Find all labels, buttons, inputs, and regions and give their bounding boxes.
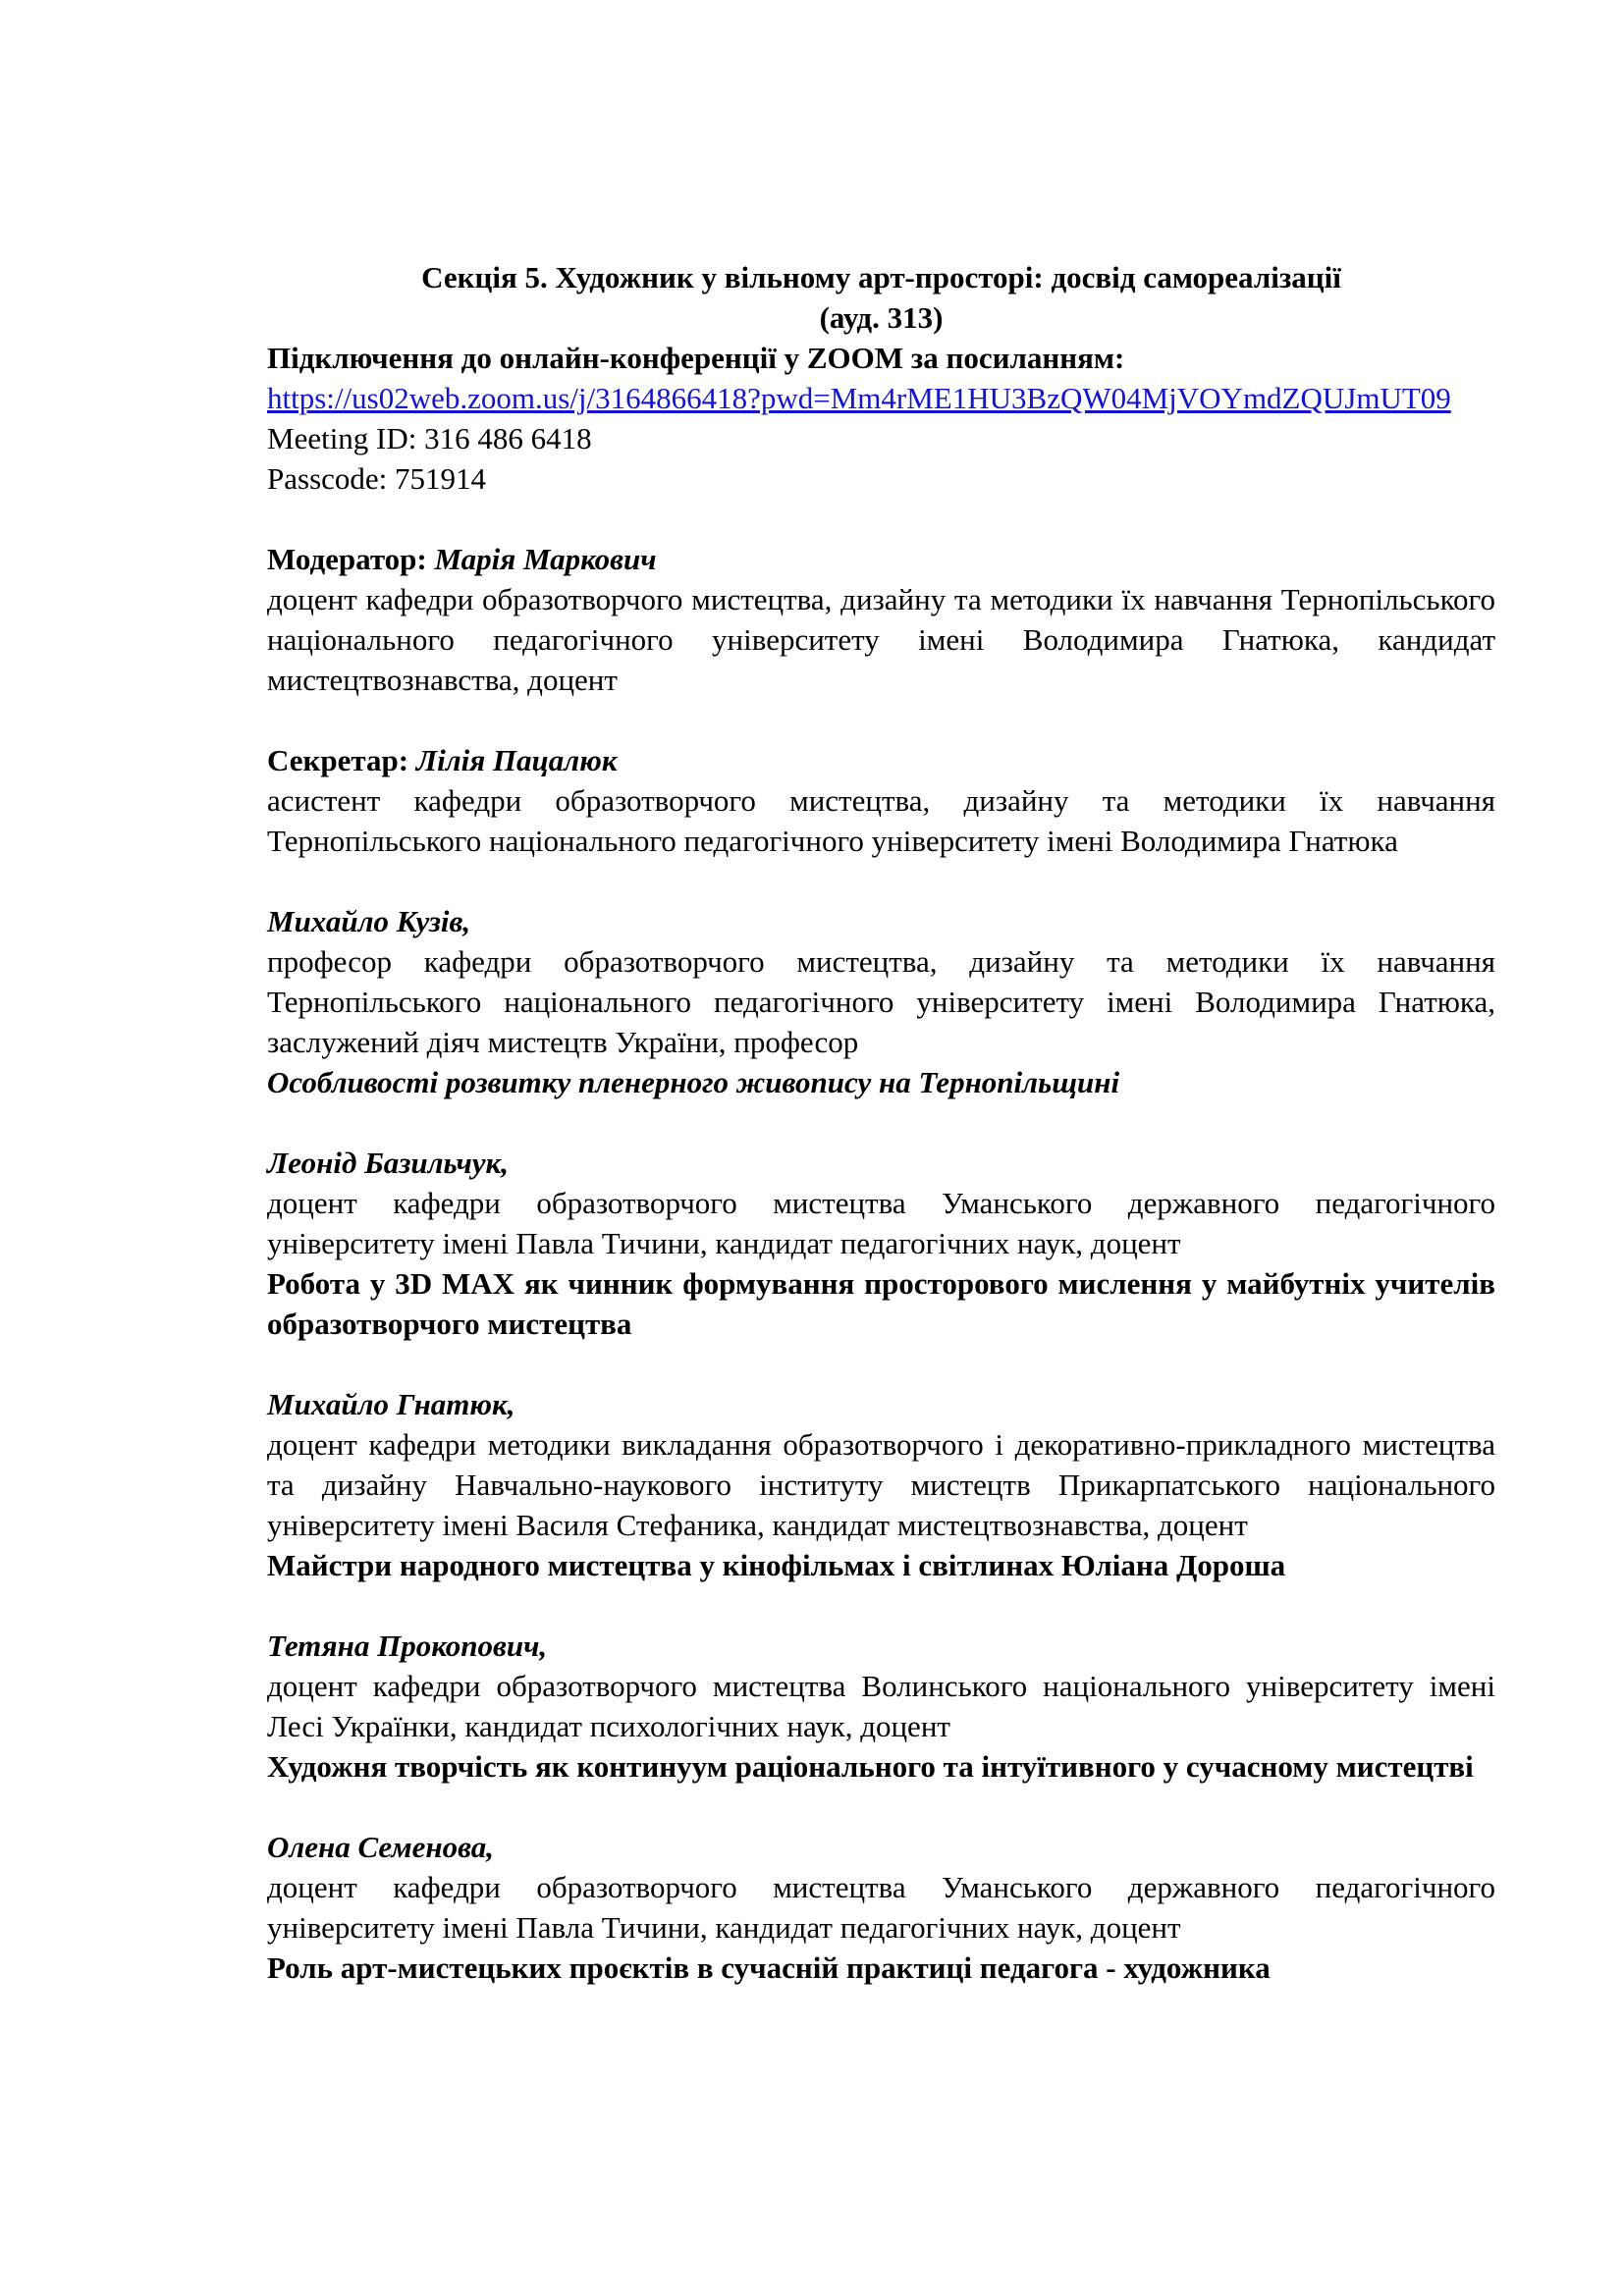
speaker-affiliation: доцент кафедри образотворчого мистецтва Уманського державного педагогічного університету імені Павла Тичини, кандидат педагогічних наук, доцент: [267, 1186, 1495, 1260]
speaker-block: [267, 901, 1495, 1102]
speaker-name: Тетяна Прокопович,: [267, 1629, 548, 1663]
moderator-name: Марія Маркович: [434, 542, 657, 576]
speaker-topic: Майстри народного мистецтва у кінофільмах і світлинах Юліана Дороша: [267, 1548, 1286, 1582]
speaker-name: Михайло Кузів,: [267, 904, 471, 938]
speaker-affiliation: доцент кафедри образотворчого мистецтва Уманського державного педагогічного університету імені Павла Тичини, кандидат педагогічних наук, доцент: [267, 1870, 1495, 1945]
speaker-affiliation: доцент кафедри методики викладання образотворчого і декоративно-прикладного мистецтва та дизайну Навчально-наукового інституту мистецтв Прикарпатського національного університету імені Василя Стефаника, кандидат мистецтвознавства, доцент: [267, 1427, 1495, 1542]
moderator-line: [267, 539, 1495, 579]
speaker-name: Леонід Базильчук,: [267, 1146, 509, 1180]
secretary-description: асистент кафедри образотворчого мистецтва, дизайну та методики їх навчання Тернопільського національного педагогічного університету імені Володимира Гнатюка: [267, 783, 1495, 858]
secretary-label: Секретар:: [267, 743, 416, 777]
speaker-affiliation: професор кафедри образотворчого мистецтва, дизайну та методики їх навчання Тернопільського національного педагогічного університету імені Володимира Гнатюка, заслужений діяч мистецтв України, професор: [267, 944, 1495, 1059]
document-content: [267, 257, 1495, 1988]
section-title: Секція 5. Художник у вільному арт-просторі: досвід самореалізації: [421, 260, 1341, 294]
section-room: (ауд. 313): [819, 300, 944, 335]
zoom-heading: Підключення до онлайн-конференції у ZOOM за посиланням:: [267, 341, 1125, 375]
speaker-name: Олена Семенова,: [267, 1830, 494, 1864]
moderator-description: доцент кафедри образотворчого мистецтва, дизайну та методики їх навчання Тернопільського національного педагогічного університету імені Володимира Гнатюка, кандидат мистецтвознавства, доцент: [267, 582, 1495, 697]
speaker-topic: Роль арт-мистецьких проєктів в сучасній практиці педагога - художника: [267, 1950, 1271, 1985]
speaker-topic: Робота у 3D MAX як чинник формування просторового мислення у майбутніх учителів образотворчого мистецтва: [267, 1266, 1495, 1341]
speaker-block: [267, 1827, 1495, 1988]
passcode-line: Passcode: 751914: [267, 461, 487, 496]
secretary-block: [267, 740, 1495, 861]
speaker-block: [267, 1626, 1495, 1787]
zoom-link-line: [267, 378, 1495, 418]
speaker-topic: Особливості розвитку пленерного живопису на Тернопільщині: [267, 1065, 1120, 1099]
speaker-block: [267, 1143, 1495, 1344]
section-header: [267, 257, 1495, 499]
moderator-block: [267, 539, 1495, 700]
secretary-line: [267, 740, 1495, 780]
speaker-affiliation: доцент кафедри образотворчого мистецтва Волинського національного університету імені Лесі Українки, кандидат психологічних наук, доцент: [267, 1669, 1495, 1743]
speaker-block: [267, 1384, 1495, 1585]
moderator-label: Модератор:: [267, 542, 435, 576]
meeting-id-line: Meeting ID: 316 486 6418: [267, 421, 592, 455]
speaker-topic: Художня творчість як континуум раціонального та інтуїтивного у сучасному мистецтві: [267, 1749, 1474, 1784]
zoom-link[interactable]: https://us02web.zoom.us/j/3164866418?pwd=Mm4rME1HU3BzQW04MjVOYmdZQUJmUT09: [267, 381, 1451, 415]
speaker-name: Михайло Гнатюк,: [267, 1387, 515, 1421]
secretary-name: Лілія Пацалюк: [415, 743, 618, 777]
